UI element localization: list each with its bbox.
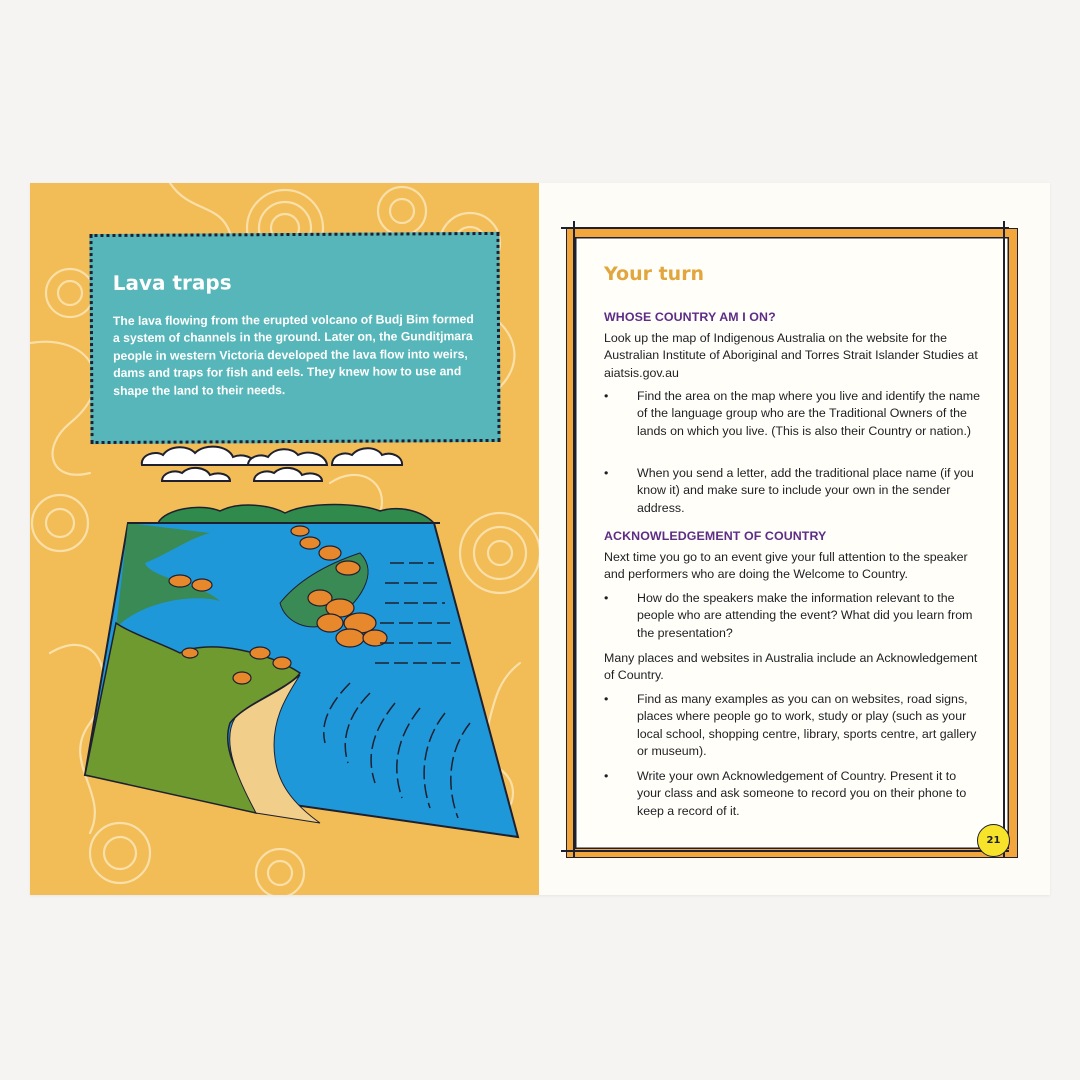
info-box-title: Lava traps — [112, 270, 232, 295]
bullet-text: Find as many examples as you can on websites, road signs, places where people go to work, study or play (such as your local school, shopping centre, library, sports centre, art gallery or museum). — [637, 692, 977, 758]
page-number-badge: 21 — [977, 824, 1010, 857]
section-paragraph-places: Many places and websites in Australia include an Acknowledgement of Country. — [604, 651, 978, 683]
bullet-text: Find the area on the map where you live and identify the name of the language group who are the Traditional Owners of the lands on which you live. (This is also their Country or nation.) — [637, 389, 981, 438]
your-turn-title: Your turn — [604, 263, 705, 285]
bullet-text: How do the speakers make the information relevant to the people who are attending the event? What did you learn from the presentation? — [637, 591, 973, 640]
lava-traps-info-box — [89, 232, 500, 444]
frame-rule-bottom — [561, 850, 1009, 852]
bullet-text: Write your own Acknowledgement of Country. Present it to your class and ask someone to record you on their phone to keep a record of it. — [637, 769, 967, 818]
section-heading-acknowledgement: ACKNOWLEDGEMENT OF COUNTRY — [604, 529, 827, 543]
bullet-dot: • — [604, 591, 609, 605]
info-box-body: The lava flowing from the erupted volcano of Budj Bim formed a system of channels in the ground. Later on, the Gunditjmara people in western Victoria developed the lava flow into weirs, dams and traps for fish and eels. They knew how to use and shape the land to their needs. — [112, 312, 474, 398]
bullet-dot: • — [604, 466, 609, 480]
bullet-dot: • — [604, 389, 609, 403]
section-intro-whose-country: Look up the map of Indigenous Australia on the website for the Australian Institute of Aboriginal and Torres Strait Islander Studies at aiatsis.gov.au — [604, 331, 978, 380]
frame-rule-right — [1003, 221, 1005, 857]
frame-rule-left — [573, 221, 575, 857]
section-intro-acknowledgement: Next time you go to an event give your full attention to the speaker and performers who are doing the Welcome to Country. — [604, 550, 968, 582]
right-page — [539, 183, 1050, 895]
book-spread — [30, 183, 1050, 895]
bullet-dot: • — [604, 769, 609, 783]
bullet-text: When you send a letter, add the traditional place name (if you know it) and make sure to include your own in the sender address. — [637, 466, 974, 515]
left-page — [30, 183, 539, 895]
section-heading-whose-country: WHOSE COUNTRY AM I ON? — [604, 310, 776, 324]
frame-rule-top — [561, 227, 1009, 229]
bullet-dot: • — [604, 692, 609, 706]
